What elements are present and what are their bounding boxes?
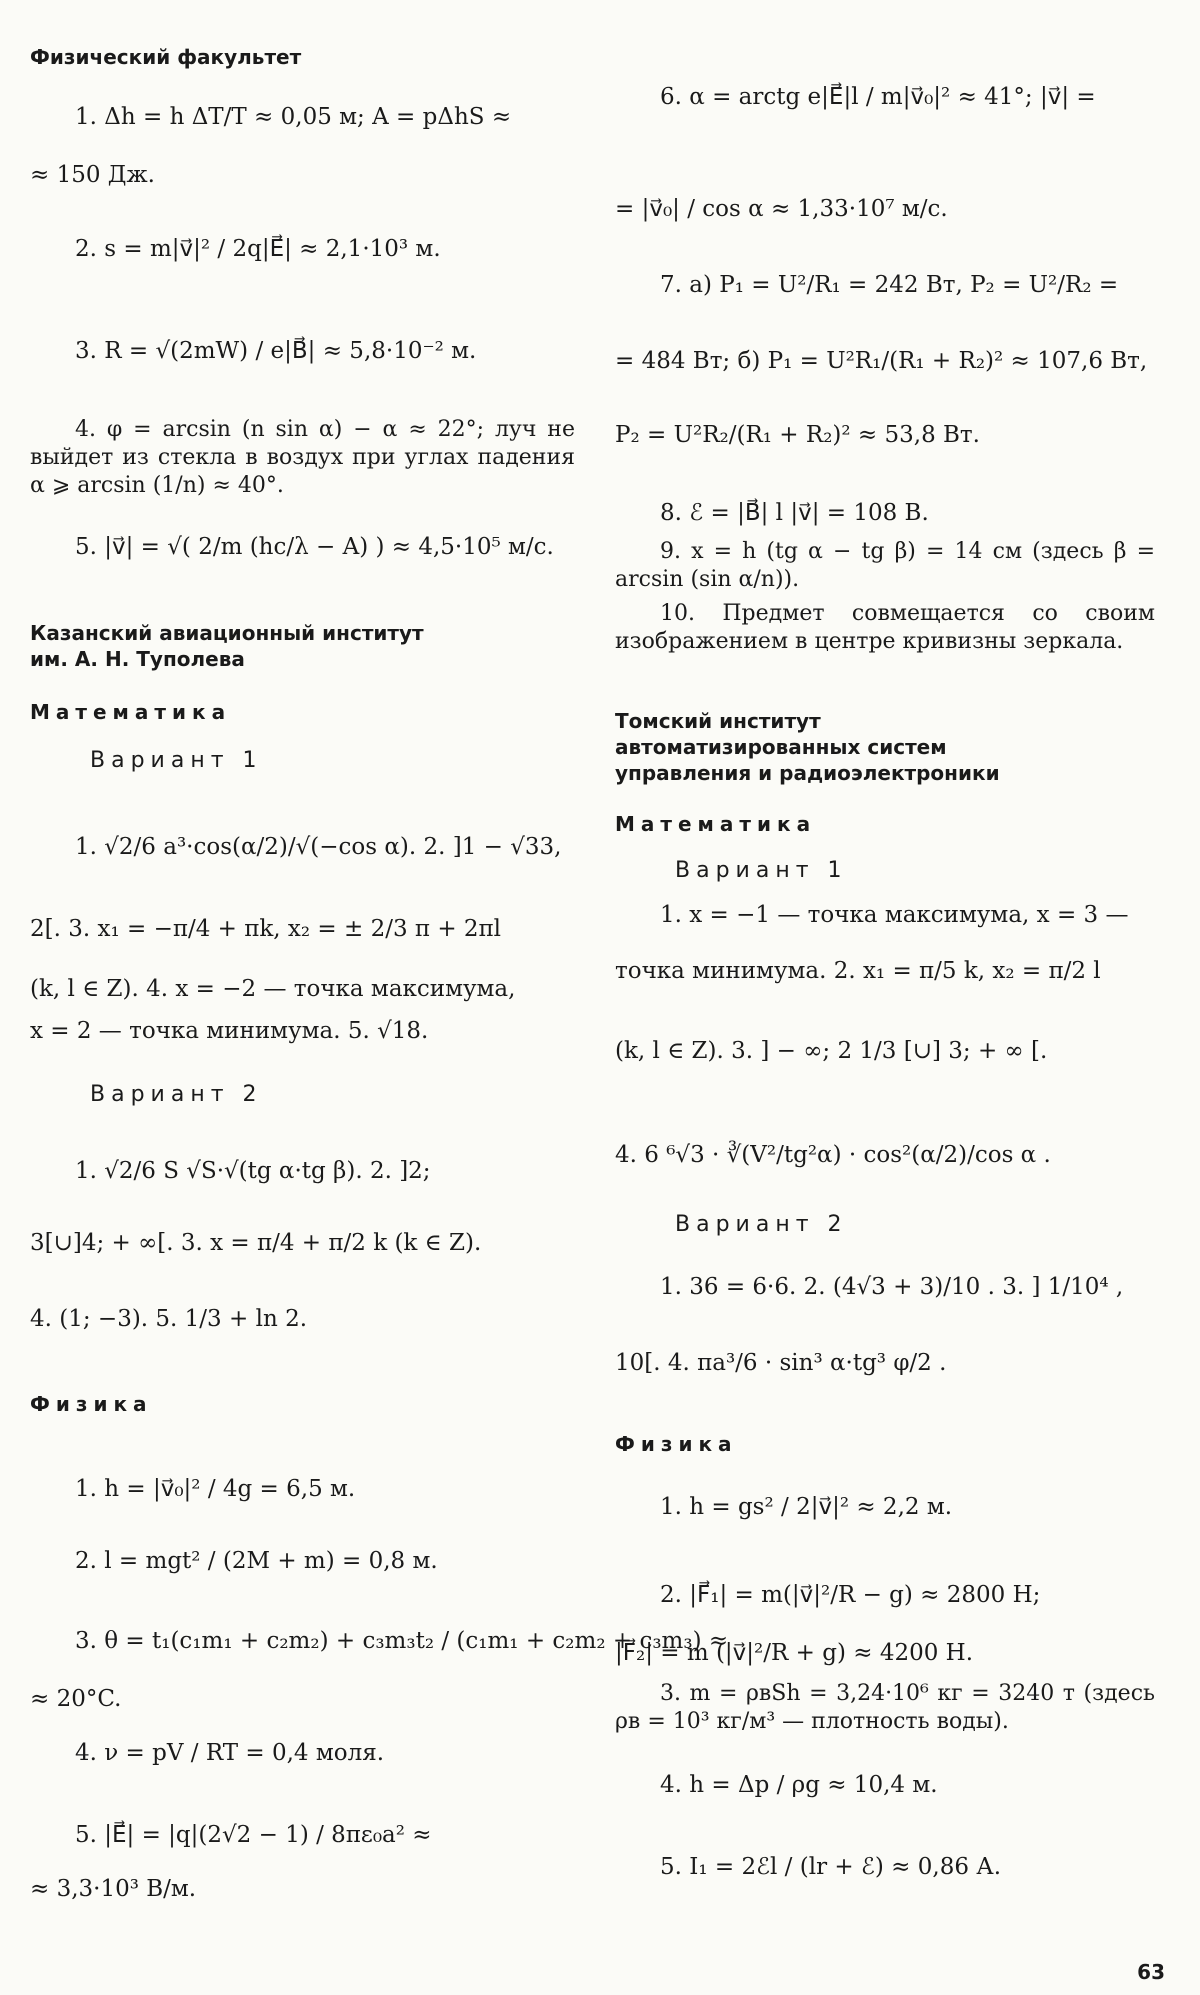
phys-answer-4: 4. ν = pV / RT = 0,4 моля. xyxy=(75,1740,385,1766)
section-title-physics-faculty: Физический факультет xyxy=(30,45,302,69)
tomsk-phys-2-cont: |F⃗₂| = m (|v⃗|²/R + g) ≈ 4200 Н. xyxy=(615,1640,974,1666)
variant-2-label-right: Вариант 2 xyxy=(675,1212,848,1237)
tomsk-phys-2: 2. |F⃗₁| = m(|v⃗|²/R − g) ≈ 2800 Н; xyxy=(660,1582,1041,1608)
tomsk-math-v1-line3: (k, l ∈ Z). 3. ] − ∞; 2 1/3 [∪] 3; + ∞ [. xyxy=(615,1038,1048,1064)
math-v1-line2: 2[. 3. x₁ = −π/4 + πk, x₂ = ± 2/3 π + 2πl xyxy=(30,916,502,942)
variant-1-label: Вариант 1 xyxy=(90,748,263,773)
tomsk-math-v2-line2: 10[. 4. πa³/6 · sin³ α·tg³ φ/2 . xyxy=(615,1350,947,1376)
phys-answer-5: 5. |E⃗| = |q|(2√2 − 1) / 8πε₀a² ≈ xyxy=(75,1822,432,1848)
phys-answer-1: 1. h = |v⃗₀|² / 4g = 6,5 м. xyxy=(75,1476,356,1502)
tomsk-math-v1-line4: 4. 6 ⁶√3 · ∛(V²/tg²α) · cos²(α/2)/cos α . xyxy=(615,1142,1051,1168)
tomsk-phys-4: 4. h = Δp / ρg ≈ 10,4 м. xyxy=(660,1772,938,1798)
answer-f1-2: 2. s = m|v⃗|² / 2q|E⃗| ≈ 2,1·10³ м. xyxy=(75,236,441,262)
answer-r6-cont: = |v⃗₀| / cos α ≈ 1,33·10⁷ м/с. xyxy=(615,196,948,222)
answer-r8: 8. ℰ = |B⃗| l |v⃗| = 108 В. xyxy=(660,500,929,526)
math-v1-line3: (k, l ∈ Z). 4. x = −2 — точка максимума, xyxy=(30,976,516,1002)
subsection-math-right: Математика xyxy=(615,812,817,836)
answer-r7-cont2: P₂ = U²R₂/(R₁ + R₂)² ≈ 53,8 Вт. xyxy=(615,422,980,448)
answer-f1-1: 1. Δh = h ΔT/T ≈ 0,05 м; A = pΔhS ≈ xyxy=(75,104,512,130)
tomsk-phys-5: 5. I₁ = 2ℰl / (lr + ℰ) ≈ 0,86 А. xyxy=(660,1854,1002,1880)
answer-f1-1-cont: ≈ 150 Дж. xyxy=(30,162,155,188)
subsection-physics-right: Физика xyxy=(615,1432,738,1456)
math-v2-line2: 3[∪]4; + ∞[. 3. x = π/4 + π/2 k (k ∈ Z). xyxy=(30,1230,482,1256)
answer-r9: 9. x = h (tg α − tg β) = 14 см (здесь β = arcsin (sin α/n)). xyxy=(615,539,1155,592)
answer-f1-5: 5. |v⃗| = √( 2/m (hc/λ − A) ) ≈ 4,5·10⁵ м/с. xyxy=(75,534,554,560)
tomsk-phys-1: 1. h = gs² / 2|v⃗|² ≈ 2,2 м. xyxy=(660,1494,953,1520)
tomsk-math-v1-line2: точка минимума. 2. x₁ = π/5 k, x₂ = π/2 l xyxy=(615,958,1101,984)
answer-f1-4: 4. φ = arcsin (n sin α) − α ≈ 22°; луч не выйдет из стекла в воздух при углах падения α ⩾ arcsin (1/n) ≈ 40°. xyxy=(30,417,575,498)
page-number: 63 xyxy=(1137,1960,1165,1984)
tomsk-math-v2-line1: 1. 36 = 6·6. 2. (4√3 + 3)/10 . 3. ] 1/10⁴ , xyxy=(660,1274,1124,1300)
math-v2-line1: 1. √2/6 S √S·√(tg α·tg β). 2. ]2; xyxy=(75,1158,431,1184)
math-v1-line1: 1. √2/6 a³·cos(α/2)/√(−cos α). 2. ]1 − √33, xyxy=(75,834,562,860)
tomsk-math-v1-line1: 1. x = −1 — точка максимума, x = 3 — xyxy=(660,902,1129,928)
variant-1-label-right: Вариант 1 xyxy=(675,858,848,883)
answer-r6: 6. α = arctg e|E⃗|l / m|v⃗₀|² ≈ 41°; |v⃗| = xyxy=(660,84,1096,110)
section-title-kazan: Казанский авиационный институт им. А. Н. Туполева xyxy=(30,621,424,671)
phys-answer-5-cont: ≈ 3,3·10³ В/м. xyxy=(30,1876,197,1902)
answer-r7-cont1: = 484 Вт; б) P₁ = U²R₁/(R₁ + R₂)² ≈ 107,6 Вт, xyxy=(615,348,1148,374)
answer-f1-3: 3. R = √(2mW) / e|B⃗| ≈ 5,8·10⁻² м. xyxy=(75,338,477,364)
section-title-tomsk: Томский институт автоматизированных систем управления и радиоэлектроники xyxy=(615,709,1000,785)
math-v2-line3: 4. (1; −3). 5. 1/3 + ln 2. xyxy=(30,1306,308,1332)
phys-answer-3: 3. θ = t₁(c₁m₁ + c₂m₂) + c₃m₃t₂ / (c₁m₁ + c₂m₂ + c₃m₃) ≈ xyxy=(75,1628,729,1654)
answer-r7: 7. а) P₁ = U²/R₁ = 242 Вт, P₂ = U²/R₂ = xyxy=(660,272,1119,298)
phys-answer-3-cont: ≈ 20°C. xyxy=(30,1686,122,1712)
phys-answer-2: 2. l = mgt² / (2M + m) = 0,8 м. xyxy=(75,1548,438,1574)
variant-2-label: Вариант 2 xyxy=(90,1082,263,1107)
subsection-physics: Физика xyxy=(30,1392,153,1416)
answer-r10: 10. Предмет совмещается со своим изображением в центре кривизны зеркала. xyxy=(615,601,1155,654)
math-v1-line4: x = 2 — точка минимума. 5. √18. xyxy=(30,1018,429,1044)
tomsk-phys-3: 3. m = ρвSh = 3,24·10⁶ кг = 3240 т (здесь ρв = 10³ кг/м³ — плотность воды). xyxy=(615,1681,1155,1734)
subsection-math: Математика xyxy=(30,700,232,724)
